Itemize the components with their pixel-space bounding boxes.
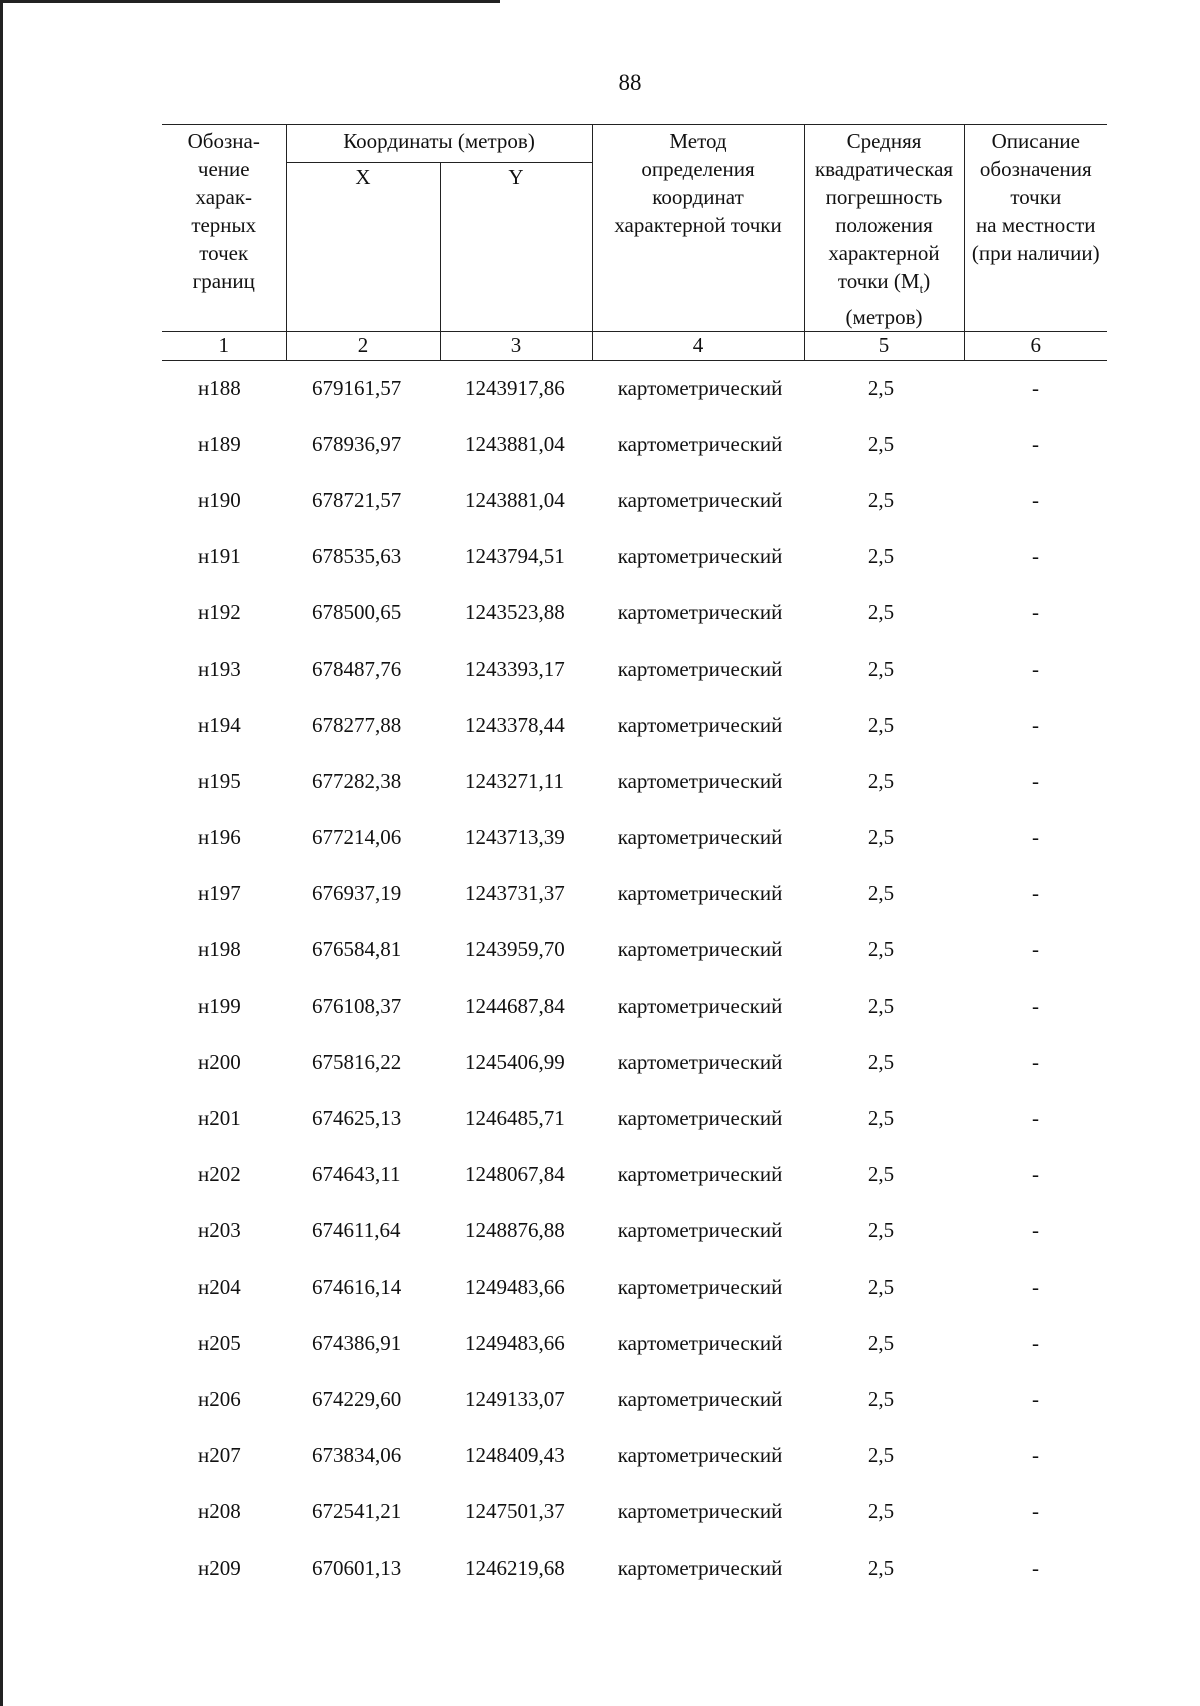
header-text: (при наличии)	[971, 241, 1100, 265]
method-cell: картометрический	[617, 600, 783, 625]
method-cell: картометрический	[617, 825, 783, 850]
table-row	[162, 1147, 1107, 1203]
scan-edge-left	[0, 0, 3, 1706]
y-coordinate-cell: 1248409,43	[465, 1443, 565, 1468]
header-text: терных	[191, 213, 257, 237]
y-coordinate-cell: 1249133,07	[465, 1386, 565, 1411]
x-coordinate-cell: 679161,57	[312, 376, 402, 401]
method-cell: картометрический	[617, 656, 783, 681]
description-cell: -	[1032, 712, 1040, 737]
table-row	[162, 978, 1107, 1034]
x-coordinate-cell: 678487,76	[312, 656, 402, 681]
header-description	[964, 125, 1107, 332]
y-coordinate-cell: 1244687,84	[465, 993, 565, 1018]
x-coordinate-cell: 676584,81	[312, 937, 402, 962]
table-row	[162, 1090, 1107, 1146]
method-cell: картометрический	[617, 1274, 783, 1299]
x-coordinate-cell: 677282,38	[312, 768, 402, 793]
x-coordinate-cell: 678277,88	[312, 712, 402, 737]
header-x: X	[286, 163, 440, 332]
point-id-cell: н199	[198, 993, 241, 1018]
description-cell: -	[1032, 768, 1040, 793]
point-id-cell: н197	[198, 881, 241, 906]
x-coordinate-cell: 676108,37	[312, 993, 402, 1018]
column-number: 3	[440, 332, 592, 361]
header-text: Метод	[669, 129, 727, 153]
x-coordinate-cell: 674625,13	[312, 1106, 402, 1131]
method-cell: картометрический	[617, 376, 783, 401]
x-coordinate-cell: 674611,64	[312, 1218, 401, 1243]
table-row	[162, 697, 1107, 753]
header-text: харак-	[195, 185, 253, 209]
header-text: чение	[197, 157, 250, 181]
point-id-cell: н202	[198, 1162, 241, 1187]
header-coordinates-group: Координаты (метров)	[286, 125, 592, 163]
description-cell: -	[1032, 1555, 1040, 1580]
header-text: точки (M	[837, 269, 920, 293]
description-cell: -	[1032, 1443, 1040, 1468]
point-id-cell: н189	[198, 431, 241, 456]
error-cell: 2,5	[867, 825, 895, 850]
column-numbers-row	[162, 332, 1107, 361]
error-cell: 2,5	[867, 1386, 895, 1411]
table-row	[162, 416, 1107, 472]
point-id-cell: н190	[198, 487, 241, 512]
table-row	[162, 810, 1107, 866]
x-coordinate-cell: 674616,14	[312, 1274, 402, 1299]
table-row	[162, 1371, 1107, 1427]
method-cell: картометрический	[617, 1162, 783, 1187]
error-cell: 2,5	[867, 1499, 895, 1524]
point-id-cell: н206	[198, 1386, 241, 1411]
method-cell: картометрический	[617, 1499, 783, 1524]
x-coordinate-cell: 676937,19	[312, 881, 402, 906]
header-text: положения	[835, 213, 933, 237]
description-cell: -	[1032, 1499, 1040, 1524]
method-cell: картометрический	[617, 712, 783, 737]
table-row	[162, 922, 1107, 978]
error-cell: 2,5	[867, 1443, 895, 1468]
description-cell: -	[1032, 1218, 1040, 1243]
table-row	[162, 641, 1107, 697]
y-coordinate-cell: 1245406,99	[465, 1049, 565, 1074]
point-id-cell: н200	[198, 1049, 241, 1074]
error-cell: 2,5	[867, 1162, 895, 1187]
point-id-cell: н196	[198, 825, 241, 850]
error-cell: 2,5	[867, 600, 895, 625]
table-row	[162, 1203, 1107, 1259]
method-cell: картометрический	[617, 544, 783, 569]
error-cell: 2,5	[867, 993, 895, 1018]
point-id-cell: н193	[198, 656, 241, 681]
table-row	[162, 1428, 1107, 1484]
error-cell: 2,5	[867, 1274, 895, 1299]
point-id-cell: н191	[198, 544, 241, 569]
error-cell: 2,5	[867, 1555, 895, 1580]
header-point-designation	[162, 125, 286, 332]
header-text: точки	[1010, 185, 1062, 209]
x-coordinate-cell: 674229,60	[312, 1386, 402, 1411]
error-cell: 2,5	[867, 1049, 895, 1074]
x-coordinate-cell: 678500,65	[312, 600, 402, 625]
x-coordinate-cell: 673834,06	[312, 1443, 402, 1468]
scan-edge-top	[0, 0, 500, 3]
header-text: координат	[652, 185, 744, 209]
error-cell: 2,5	[867, 487, 895, 512]
x-coordinate-cell: 672541,21	[312, 1499, 402, 1524]
table-header-row	[162, 125, 1107, 163]
error-cell: 2,5	[867, 1106, 895, 1131]
column-number: 4	[592, 332, 804, 361]
point-id-cell: н204	[198, 1274, 241, 1299]
y-coordinate-cell: 1249483,66	[465, 1330, 565, 1355]
error-cell: 2,5	[867, 1330, 895, 1355]
header-text: характерной	[828, 241, 940, 265]
header-text: обозначения	[979, 157, 1092, 181]
y-coordinate-cell: 1243713,39	[465, 825, 565, 850]
error-cell: 2,5	[867, 376, 895, 401]
column-number: 5	[804, 332, 964, 361]
column-number: 2	[286, 332, 440, 361]
y-coordinate-cell: 1243731,37	[465, 881, 565, 906]
y-coordinate-cell: 1243881,04	[465, 431, 565, 456]
point-id-cell: н203	[198, 1218, 241, 1243]
table-body	[162, 361, 1107, 1596]
description-cell: -	[1032, 993, 1040, 1018]
error-cell: 2,5	[867, 431, 895, 456]
method-cell: картометрический	[617, 1555, 783, 1580]
header-text: на местности	[976, 213, 1096, 237]
table-row	[162, 1540, 1107, 1596]
x-coordinate-cell: 675816,22	[312, 1049, 402, 1074]
y-coordinate-cell: 1246219,68	[465, 1555, 565, 1580]
table-row	[162, 1484, 1107, 1540]
method-cell: картометрический	[617, 487, 783, 512]
description-cell: -	[1032, 544, 1040, 569]
error-cell: 2,5	[867, 881, 895, 906]
method-cell: картометрический	[617, 937, 783, 962]
y-coordinate-cell: 1243959,70	[465, 937, 565, 962]
table-row	[162, 585, 1107, 641]
header-text: Описание	[991, 129, 1080, 153]
method-cell: картометрический	[617, 1330, 783, 1355]
x-coordinate-cell: 674386,91	[312, 1330, 402, 1355]
header-y: Y	[440, 163, 592, 332]
description-cell: -	[1032, 1162, 1040, 1187]
method-cell: картометрический	[617, 881, 783, 906]
method-cell: картометрический	[617, 431, 783, 456]
x-coordinate-cell: 670601,13	[312, 1555, 402, 1580]
description-cell: -	[1032, 1106, 1040, 1131]
header-text: (метров)	[845, 305, 923, 330]
y-coordinate-cell: 1243881,04	[465, 487, 565, 512]
y-coordinate-cell: 1243271,11	[465, 768, 564, 793]
description-cell: -	[1032, 487, 1040, 512]
point-id-cell: н201	[198, 1106, 241, 1131]
description-cell: -	[1032, 376, 1040, 401]
header-text: Средняя	[846, 129, 922, 153]
y-coordinate-cell: 1243917,86	[465, 376, 565, 401]
y-coordinate-cell: 1247501,37	[465, 1499, 565, 1524]
table-row	[162, 472, 1107, 528]
x-coordinate-cell: 678936,97	[312, 431, 402, 456]
table-row	[162, 866, 1107, 922]
point-id-cell: н209	[198, 1555, 241, 1580]
header-text: квадратическая	[814, 157, 954, 181]
y-coordinate-cell: 1243378,44	[465, 712, 565, 737]
error-cell: 2,5	[867, 1218, 895, 1243]
description-cell: -	[1032, 1330, 1040, 1355]
point-id-cell: н192	[198, 600, 241, 625]
header-method	[592, 125, 804, 332]
table-row	[162, 1259, 1107, 1315]
error-cell: 2,5	[867, 544, 895, 569]
column-number: 6	[964, 332, 1107, 361]
method-cell: картометрический	[617, 1386, 783, 1411]
x-coordinate-cell: 677214,06	[312, 825, 402, 850]
method-cell: картометрический	[617, 1106, 783, 1131]
error-cell: 2,5	[867, 937, 895, 962]
header-text: характерной точки	[614, 213, 782, 237]
point-id-cell: н194	[198, 712, 241, 737]
header-mean-square-error	[804, 125, 964, 332]
table-row	[162, 529, 1107, 585]
method-cell: картометрический	[617, 1443, 783, 1468]
point-id-cell: н205	[198, 1330, 241, 1355]
header-text: точек	[199, 241, 249, 265]
description-cell: -	[1032, 1386, 1040, 1411]
error-cell: 2,5	[867, 768, 895, 793]
point-id-cell: н195	[198, 768, 241, 793]
y-coordinate-cell: 1249483,66	[465, 1274, 565, 1299]
header-text: )	[923, 269, 931, 293]
table-row	[162, 1034, 1107, 1090]
method-cell: картометрический	[617, 768, 783, 793]
point-id-cell: н188	[198, 376, 241, 401]
point-id-cell: н207	[198, 1443, 241, 1468]
y-coordinate-cell: 1248876,88	[465, 1218, 565, 1243]
description-cell: -	[1032, 937, 1040, 962]
method-cell: картометрический	[617, 1218, 783, 1243]
table-row	[162, 753, 1107, 809]
header-text: определения	[641, 157, 755, 181]
header-text: Обозна-	[187, 129, 260, 153]
error-cell: 2,5	[867, 712, 895, 737]
description-cell: -	[1032, 881, 1040, 906]
x-coordinate-cell: 674643,11	[312, 1162, 401, 1187]
point-id-cell: н208	[198, 1499, 241, 1524]
description-cell: -	[1032, 656, 1040, 681]
y-coordinate-cell: 1248067,84	[465, 1162, 565, 1187]
x-coordinate-cell: 678721,57	[312, 487, 402, 512]
table-row	[162, 1315, 1107, 1371]
y-coordinate-cell: 1243393,17	[465, 656, 565, 681]
method-cell: картометрический	[617, 993, 783, 1018]
description-cell: -	[1032, 1274, 1040, 1299]
description-cell: -	[1032, 431, 1040, 456]
error-cell: 2,5	[867, 656, 895, 681]
header-text: погрешность	[825, 185, 943, 209]
point-id-cell: н198	[198, 937, 241, 962]
description-cell: -	[1032, 600, 1040, 625]
description-cell: -	[1032, 825, 1040, 850]
coordinates-table	[162, 124, 1107, 1596]
header-mt-line	[805, 267, 964, 303]
y-coordinate-cell: 1243794,51	[465, 544, 565, 569]
table-row	[162, 361, 1107, 417]
y-coordinate-cell: 1243523,88	[465, 600, 565, 625]
header-subscript: t	[919, 281, 924, 297]
y-coordinate-cell: 1246485,71	[465, 1106, 565, 1131]
method-cell: картометрический	[617, 1049, 783, 1074]
column-number: 1	[162, 332, 286, 361]
description-cell: -	[1032, 1049, 1040, 1074]
header-text: границ	[192, 269, 255, 293]
x-coordinate-cell: 678535,63	[312, 544, 402, 569]
page-number: 88	[618, 70, 642, 95]
